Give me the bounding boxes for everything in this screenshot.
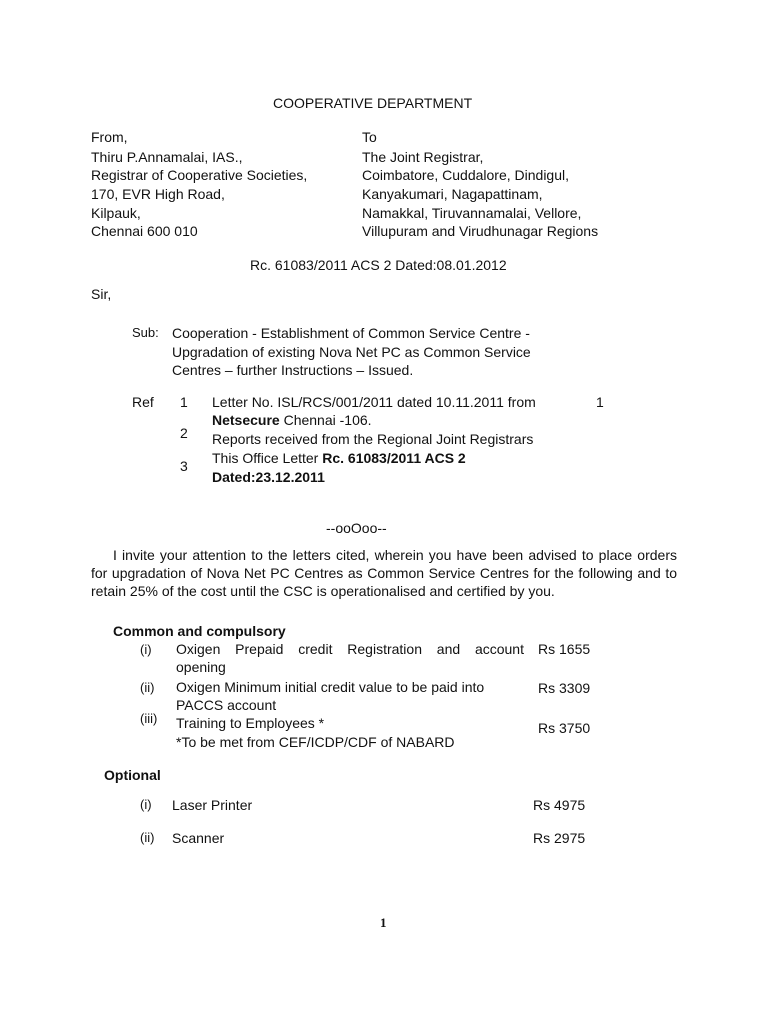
item-description: Oxigen Prepaid credit Registration and account [176,641,524,657]
from-line: Thiru P.Annamalai, IAS., [91,149,243,165]
item-amount: Rs 4975 [533,797,586,813]
item-number: (ii) [140,830,155,845]
item-description-cont: opening [176,659,226,675]
section-separator: --ooOoo-- [326,520,387,536]
reference-number: Rc. 61083/2011 ACS 2 Dated:08.01.2012 [250,257,507,273]
from-line: Chennai 600 010 [91,223,198,239]
ref-label: Ref [132,394,154,410]
ref-number: 3 [180,458,188,474]
item-number: (i) [140,797,152,812]
item-description: Oxigen Minimum initial credit value to be paid into [176,679,485,695]
item-number: (iii) [140,711,158,726]
salutation: Sir, [91,286,112,302]
ref-text: Reports received from the Regional Joint Registrars [212,431,534,447]
ref-date-bold: Dated:23.12.2011 [212,469,325,485]
to-line: Kanyakumari, Nagapattinam, [362,186,543,202]
item-amount: Rs 1655 [538,641,591,657]
ref-number: 2 [180,425,188,441]
item-footnote: *To be met from CEF/ICDP/CDF of NABARD [176,734,455,750]
compulsory-heading: Common and compulsory [113,623,286,639]
optional-heading: Optional [104,767,161,783]
page-title: COOPERATIVE DEPARTMENT [273,95,473,111]
item-label: Laser Printer [172,797,253,813]
ref-text-line2 [212,411,372,429]
to-line: Villupuram and Virudhunagar Regions [362,223,599,239]
item-amount: Rs 3309 [538,680,591,696]
ref-side-number: 1 [596,394,604,410]
to-label: To [362,129,377,145]
subject-line: Cooperation - Establishment of Common Service Centre - [172,325,530,341]
from-label: From, [91,129,128,145]
ref-source-rest: Chennai -106. [279,412,372,428]
item-label: Scanner [172,830,225,846]
ref-letter-bold: Rc. 61083/2011 ACS 2 [322,450,466,466]
item-number: (i) [140,642,152,657]
ref-text-pre: This Office Letter [212,450,323,466]
from-line: 170, EVR High Road, [91,186,225,202]
to-line: Namakkal, Tiruvannamalai, Vellore, [362,205,582,221]
item-description-cont: PACCS account [176,697,277,713]
ref-text [212,449,466,467]
subject-line: Centres – further Instructions – Issued. [172,362,414,378]
item-description: Training to Employees * [176,715,325,731]
to-line: Coimbatore, Cuddalore, Dindigul, [362,167,569,183]
page-number: 1 [380,915,387,930]
ref-source-bold: Netsecure [212,412,280,428]
subject-line: Upgradation of existing Nova Net PC as Common Service [172,344,531,360]
from-line: Kilpauk, [91,205,141,221]
from-line: Registrar of Cooperative Societies, [91,167,308,183]
item-number: (ii) [140,680,155,695]
subject-label: Sub: [132,325,159,340]
item-amount: Rs 2975 [533,830,586,846]
body-paragraph: I invite your attention to the letters cited, wherein you have been advised to place orders for upgradation of Nova Net PC Centres as Common Service Centres for the following and to retain 25% of the cost until the CSC is operationalised and certified by you. [91,547,677,599]
ref-text: Letter No. ISL/RCS/001/2011 dated 10.11.2011 from [212,394,536,410]
ref-number: 1 [180,394,188,410]
to-line: The Joint Registrar, [362,149,484,165]
item-amount: Rs 3750 [538,720,591,736]
